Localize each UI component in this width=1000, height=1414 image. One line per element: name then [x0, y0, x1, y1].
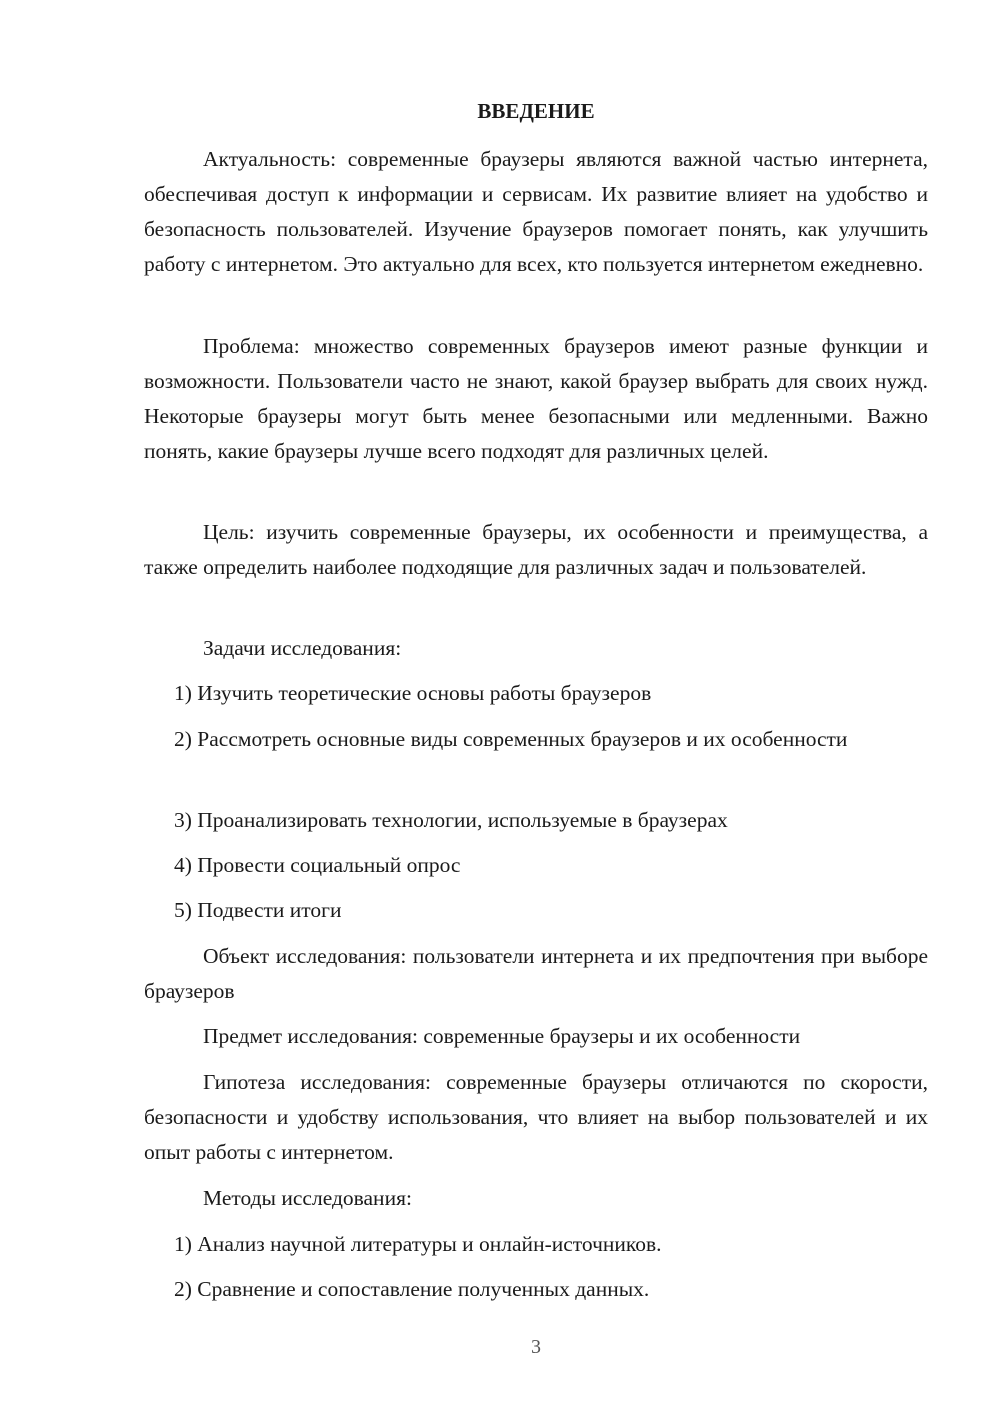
task-item-1: 1) Изучить теоретические основы работы браузеров — [174, 681, 652, 705]
method-item-2: 2) Сравнение и сопоставление полученных данных. — [174, 1277, 650, 1301]
hypothesis-paragraph: Гипотеза исследования: современные браузеры отличаются по скорости, безопасности и удобству использования, что влияет на выбор пользователей и их опыт работы с интернетом. — [144, 1070, 928, 1164]
subject-paragraph: Предмет исследования: современные браузеры и их особенности — [203, 1024, 801, 1048]
page-number: 3 — [531, 1336, 541, 1358]
tasks-heading: Задачи исследования: — [203, 636, 402, 660]
task-item-3: 3) Проанализировать технологии, используемые в браузерах — [174, 808, 728, 832]
methods-heading: Методы исследования: — [203, 1186, 412, 1210]
method-item-1: 1) Анализ научной литературы и онлайн-источников. — [174, 1232, 662, 1256]
object-paragraph: Объект исследования: пользователи интернета и их предпочтения при выборе браузеров — [144, 944, 928, 1003]
task-item-4: 4) Провести социальный опрос — [174, 853, 461, 877]
section-title: ВВЕДЕНИЕ — [477, 99, 595, 123]
task-item-5: 5) Подвести итоги — [174, 898, 342, 922]
problem-paragraph: Проблема: множество современных браузеров имеют разные функции и возможности. Пользователи часто не знают, какой браузер выбрать для своих нужд. Некоторые браузеры могут быть менее безопасными или медленными. Важно понять, какие браузеры лучше всего подходят для различных целей. — [144, 334, 928, 463]
relevance-paragraph: Актуальность: современные браузеры являются важной частью интернета, обеспечивая доступ к информации и сервисам. Их развитие влияет на удобство и безопасность пользователей. Изучение браузеров помогает понять, как улучшить работу с интернетом. Это актуально для всех, кто пользуется интернетом ежедневно. — [144, 147, 928, 276]
task-item-2: 2) Рассмотреть основные виды современных браузеров и их особенности — [174, 727, 848, 751]
goal-paragraph: Цель: изучить современные браузеры, их особенности и преимущества, а также определить наиболее подходящие для различных задач и пользователей. — [144, 520, 928, 579]
